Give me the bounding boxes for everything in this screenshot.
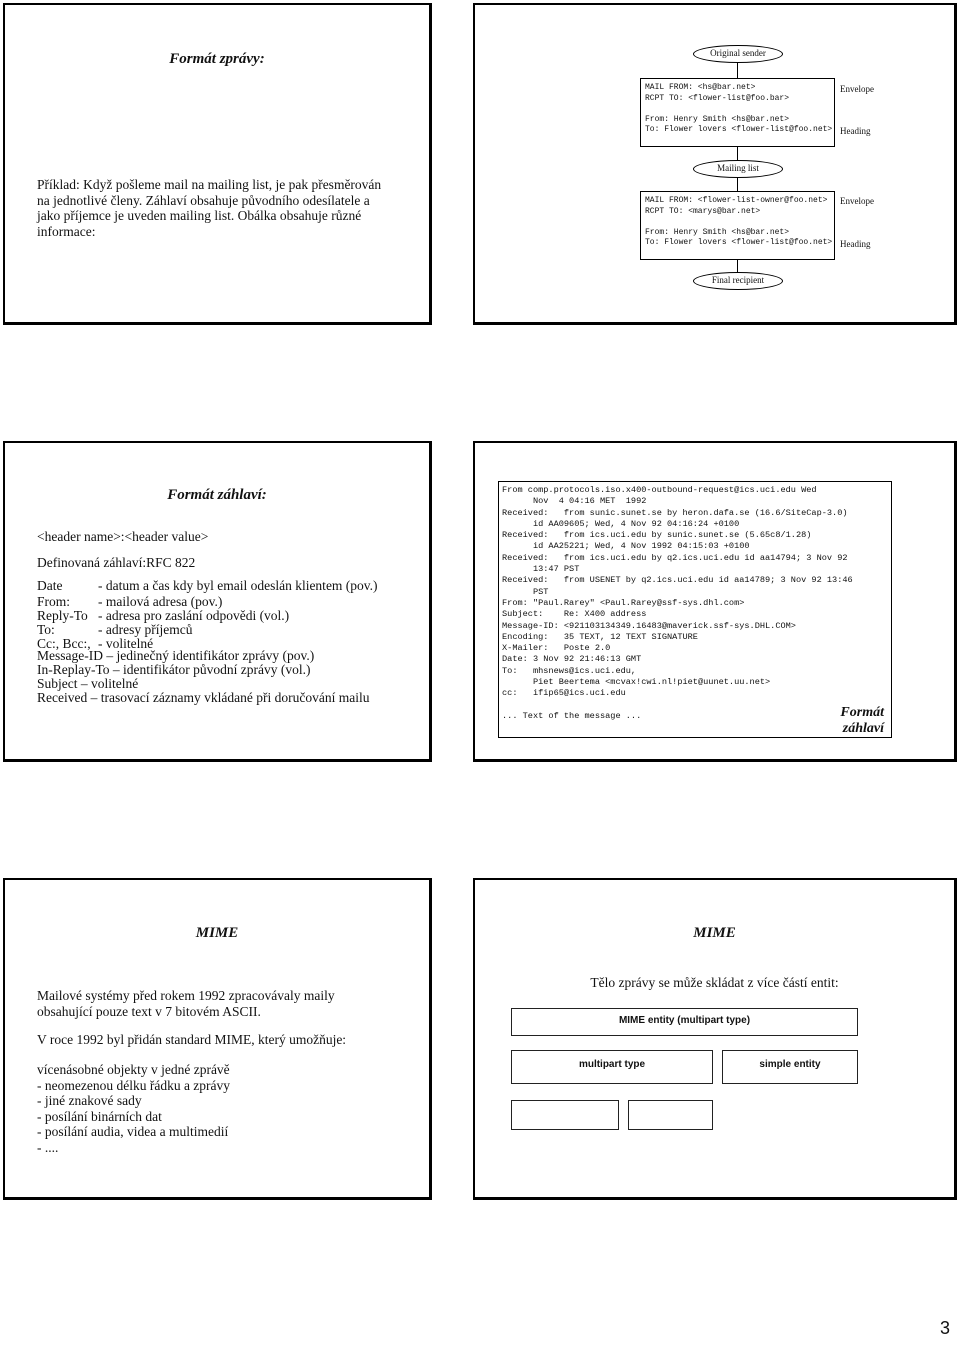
mime-paragraph: Mailové systémy před rokem 1992 zpracovávaly maily obsahující pouze text v 7 bitovém ASCII. bbox=[37, 988, 335, 1019]
message-box-list: MAIL FROM: <flower-list-owner@foo.net> RCPT TO: <marys@bar.net> From: Henry Smith <hs@bar.net> To: Flower lovers <flower-list@foo.net> bbox=[640, 191, 835, 260]
defined-headers-line: Definovaná záhlaví:RFC 822 bbox=[37, 555, 196, 570]
envelope-label: Envelope bbox=[840, 196, 874, 206]
mailing-list-node: Mailing list bbox=[693, 160, 783, 178]
slide-format-zahlavi bbox=[3, 441, 432, 762]
slide-title: Formát zprávy: bbox=[169, 51, 265, 67]
header-fields-table bbox=[37, 579, 429, 651]
mime-structure-text: Tělo zprávy se může skládat z více částí entit: bbox=[590, 975, 839, 990]
header-key: To: bbox=[37, 622, 55, 637]
header-row bbox=[37, 579, 429, 593]
connector-line bbox=[737, 178, 738, 191]
final-recipient-node: Final recipient bbox=[693, 272, 783, 290]
multipart-label: multipart type bbox=[578, 1059, 646, 1070]
page-number: 3 bbox=[939, 1318, 950, 1338]
child-entity-box bbox=[628, 1100, 713, 1130]
header-row bbox=[37, 609, 429, 623]
slide-mime-structure bbox=[473, 878, 957, 1200]
header-key: From: bbox=[37, 594, 71, 609]
header-key: Cc:, Bcc:, bbox=[37, 636, 91, 651]
connector-line bbox=[737, 147, 738, 161]
header-desc: - volitelné bbox=[98, 636, 154, 651]
header-desc: - adresa pro zaslání odpovědi (vol.) bbox=[98, 608, 290, 623]
header-extra-list: Message-ID – jedinečný identifikátor zprávy (pov.) In-Replay-To – identifikátor původní zprávy (vol.) Subject – volitelné Received – trasovací záznamy vkládané při doručování mailu bbox=[37, 648, 370, 705]
multipart-type-box bbox=[511, 1050, 713, 1084]
message-box-original: MAIL FROM: <hs@bar.net> RCPT TO: <flower-list@foo.bar> From: Henry Smith <hs@bar.net> To: Flower lovers <flower-list@foo.net> bbox=[640, 78, 835, 147]
mime-paragraph: V roce 1992 byl přidán standard MIME, který umožňuje: bbox=[37, 1032, 347, 1047]
header-row bbox=[37, 623, 429, 637]
header-desc: - mailová adresa (pov.) bbox=[98, 594, 223, 609]
simple-entity-label: simple entity bbox=[759, 1059, 821, 1070]
simple-entity-box bbox=[722, 1050, 858, 1084]
slide-body-text: Příklad: Když pošleme mail na mailing list, je pak přesměrován na jednotlivé členy. Záhlaví obsahuje původního odesílatele a jako příjemce je uveden mailing list. Obálka obsahuje různé informace: bbox=[37, 177, 382, 239]
slide-format-zpravy bbox=[3, 3, 432, 325]
mime-root-label: MIME entity (multipart type) bbox=[618, 1015, 751, 1026]
header-key: Date bbox=[37, 578, 63, 593]
mime-root-entity bbox=[511, 1008, 858, 1036]
header-desc: - adresy příjemců bbox=[98, 622, 193, 637]
connector-line bbox=[737, 63, 738, 78]
slide-mime-intro bbox=[3, 878, 432, 1200]
header-example-box bbox=[498, 481, 892, 738]
slide-caption: Formát záhlaví bbox=[840, 705, 884, 736]
raw-header-text: From comp.protocols.iso.x400-outbound-request@ics.uci.edu Wed Nov 4 04:16 MET 1992 Received: from sunic.sunet.se by heron.dafa.se (16.6/SiteCap-3.0) id AA09605; Wed, 4 Nov 92 04:16:24 +0100 Received: from ics.uci.edu by sunic.sunet.se (5.65c8/1.28) id AA25221; Wed, 4 Nov 1992 04:15:03 +0100 Received: from ics.uci.edu by q2.ics.uci.edu id aa14794; 3 Nov 92 13:47 PST Received: from USENET by q2.ics.uci.edu id aa14789; 3 Nov 92 13:46 PST From: "Paul.Rarey" <Paul.Rarey@ssf-sys.dhl.com> Subject: Re: X400 address Message-ID: <921103134349.16483@maverick.ssf-sys.DHL.COM> Encoding: 35 TEXT, 12 TEXT SIGNATURE X-Mailer: Poste 2.0 Date: 3 Nov 92 21:46:13 GMT To: mhsnews@ics.uci.edu, Piet Beertema <mcvax!cwi.nl!piet@uunet.uu.net> cc: ifip65@ics.uci.edu ... Text of the message ... bbox=[502, 485, 853, 721]
header-row bbox=[37, 595, 429, 609]
header-format-line: <header name>:<header value> bbox=[37, 529, 209, 544]
mime-features-list: vícenásobné objekty v jedné zprávě - neomezenou délku řádku a zprávy - jiné znakové sady - posílání binárních dat - posílání audia, videa a multimedií - .... bbox=[37, 1062, 231, 1155]
slide-title: MIME bbox=[195, 925, 239, 941]
envelope-label: Envelope bbox=[840, 84, 874, 94]
header-desc: - datum a čas kdy byl email odeslán klientem (pov.) bbox=[98, 578, 378, 593]
slide-envelope-diagram bbox=[473, 3, 957, 325]
original-sender-node: Original sender bbox=[693, 45, 783, 63]
slide-title: Formát záhlaví: bbox=[167, 487, 267, 503]
header-key: Reply-To bbox=[37, 608, 88, 623]
heading-label: Heading bbox=[840, 239, 871, 249]
slide-title: MIME bbox=[693, 925, 736, 941]
slide-header-example bbox=[473, 441, 957, 762]
child-entity-box bbox=[511, 1100, 619, 1130]
heading-label: Heading bbox=[840, 126, 871, 136]
